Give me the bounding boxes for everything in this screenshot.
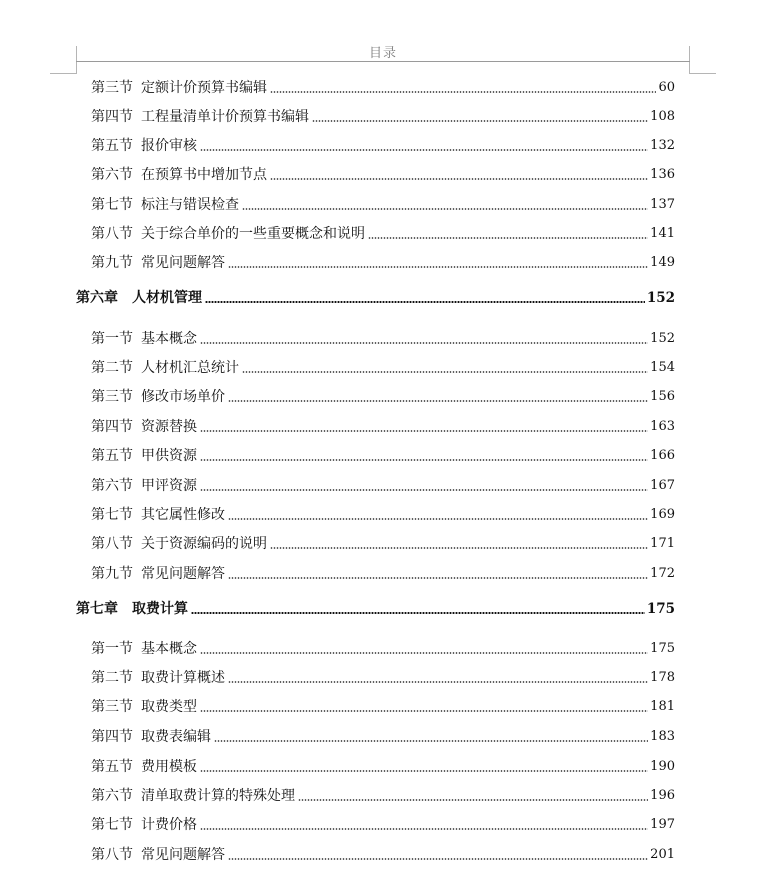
toc-entry-number: 第六节 — [91, 478, 133, 494]
toc-entry-page-number: 196 — [650, 788, 675, 803]
toc-entry-number: 第五节 — [91, 448, 133, 464]
toc-section-entry[interactable] — [91, 225, 675, 243]
toc-section-entry[interactable] — [91, 535, 675, 553]
toc-entry-page-number: 137 — [650, 197, 675, 212]
toc-entry-number: 第一节 — [91, 641, 133, 657]
page-header-title: 目录 — [368, 46, 397, 61]
toc-entry-page-number: 154 — [650, 360, 675, 375]
dot-leader — [228, 681, 648, 683]
toc-section-entry[interactable] — [91, 846, 675, 864]
toc-entry-page-number: 181 — [650, 699, 675, 714]
dot-leader — [205, 301, 645, 303]
toc-entry-title: 人材机管理 — [132, 290, 202, 306]
toc-entry-title: 资源替换 — [141, 419, 197, 435]
toc-entry-number: 第六节 — [91, 788, 133, 804]
toc-entry-title: 关于综合单价的一些重要概念和说明 — [141, 226, 365, 242]
toc-entry-page-number: 178 — [650, 670, 675, 685]
toc-entry-page-number: 166 — [650, 448, 675, 463]
toc-section-entry[interactable] — [91, 254, 675, 272]
toc-entry-title: 标注与错误检查 — [141, 197, 239, 213]
header-rule — [76, 61, 690, 62]
toc-section-entry[interactable] — [91, 166, 675, 184]
toc-entry-page-number: 108 — [650, 109, 675, 124]
toc-entry-number: 第七节 — [91, 507, 133, 523]
toc-entry-title: 甲供资源 — [141, 448, 197, 464]
dot-leader — [191, 612, 645, 614]
toc-entry-number: 第九节 — [91, 255, 133, 271]
dot-leader — [214, 740, 648, 742]
toc-entry-title: 工程量清单计价预算书编辑 — [141, 109, 309, 125]
toc-entry-number: 第七节 — [91, 817, 133, 833]
toc-chapter-entry[interactable] — [76, 600, 675, 618]
toc-entry-page-number: 163 — [650, 419, 675, 434]
toc-entry-title: 取费类型 — [141, 699, 197, 715]
toc-entry-page-number: 197 — [650, 817, 675, 832]
toc-section-entry[interactable] — [91, 447, 675, 465]
toc-entry-number: 第二节 — [91, 670, 133, 686]
toc-entry-page-number: 152 — [650, 331, 675, 346]
dot-leader — [270, 178, 648, 180]
dot-leader — [270, 547, 648, 549]
toc-entry-number: 第四节 — [91, 109, 133, 125]
dot-leader — [228, 577, 648, 579]
toc-entry-title: 清单取费计算的特殊处理 — [141, 788, 295, 804]
toc-entry-number: 第八节 — [91, 226, 133, 242]
toc-entry-number: 第一节 — [91, 331, 133, 347]
toc-entry-number: 第三节 — [91, 80, 133, 96]
toc-entry-number: 第五节 — [91, 138, 133, 154]
toc-entry-page-number: 136 — [650, 167, 675, 182]
toc-entry-page-number: 175 — [646, 601, 675, 617]
toc-section-entry[interactable] — [91, 108, 675, 126]
toc-entry-title: 常见问题解答 — [141, 255, 225, 271]
toc-chapter-entry[interactable] — [76, 289, 675, 307]
toc-entry-title: 报价审核 — [141, 138, 197, 154]
toc-section-entry[interactable] — [91, 388, 675, 406]
toc-entry-page-number: 172 — [650, 566, 675, 581]
toc-entry-title: 取费计算 — [132, 601, 188, 617]
toc-section-entry[interactable] — [91, 640, 675, 658]
crop-mark-left-horizontal — [50, 73, 77, 74]
dot-leader — [200, 149, 648, 151]
toc-entry-title: 修改市场单价 — [141, 389, 225, 405]
toc-entry-page-number: 171 — [650, 536, 675, 551]
dot-leader — [200, 459, 648, 461]
toc-entry-title: 定额计价预算书编辑 — [141, 80, 267, 96]
toc-entry-number: 第六节 — [91, 167, 133, 183]
toc-entry-page-number: 141 — [650, 226, 675, 241]
toc-entry-title: 取费计算概述 — [141, 670, 225, 686]
toc-entry-number: 第三节 — [91, 389, 133, 405]
toc-section-entry[interactable] — [91, 565, 675, 583]
toc-entry-title: 人材机汇总统计 — [141, 360, 239, 376]
toc-entry-number: 第四节 — [91, 729, 133, 745]
toc-entry-title: 常见问题解答 — [141, 566, 225, 582]
dot-leader — [298, 799, 648, 801]
toc-entry-title: 取费表编辑 — [141, 729, 211, 745]
dot-leader — [200, 710, 648, 712]
toc-entry-title: 在预算书中增加节点 — [141, 167, 267, 183]
toc-entry-number: 第七章 — [76, 601, 118, 617]
toc-section-entry[interactable] — [91, 758, 675, 776]
toc-entry-number: 第五节 — [91, 759, 133, 775]
dot-leader — [242, 208, 648, 210]
dot-leader — [228, 400, 648, 402]
toc-entry-page-number: 132 — [650, 138, 675, 153]
toc-entry-title: 关于资源编码的说明 — [141, 536, 267, 552]
toc-section-entry[interactable] — [91, 506, 675, 524]
dot-leader — [200, 652, 648, 654]
toc-section-entry[interactable] — [91, 477, 675, 495]
toc-section-entry[interactable] — [91, 79, 675, 97]
toc-entry-number: 第九节 — [91, 566, 133, 582]
toc-entry-title: 基本概念 — [141, 331, 197, 347]
toc-entry-title: 其它属性修改 — [141, 507, 225, 523]
toc-entry-title: 常见问题解答 — [141, 847, 225, 863]
toc-entry-number: 第二节 — [91, 360, 133, 376]
toc-section-entry[interactable] — [91, 359, 675, 377]
toc-entry-page-number: 152 — [646, 290, 675, 306]
dot-leader — [200, 828, 648, 830]
toc-entry-title: 甲评资源 — [141, 478, 197, 494]
dot-leader — [228, 266, 648, 268]
toc-section-entry[interactable] — [91, 698, 675, 716]
toc-entry-page-number: 60 — [658, 80, 675, 95]
toc-entry-number: 第八节 — [91, 847, 133, 863]
toc-section-entry[interactable] — [91, 728, 675, 746]
toc-entry-title: 费用模板 — [141, 759, 197, 775]
dot-leader — [228, 518, 648, 520]
toc-entry-page-number: 156 — [650, 389, 675, 404]
dot-leader — [200, 430, 648, 432]
toc-section-entry[interactable] — [91, 669, 675, 687]
toc-entry-page-number: 167 — [650, 478, 675, 493]
toc-section-entry[interactable] — [91, 418, 675, 436]
toc-entry-number: 第七节 — [91, 197, 133, 213]
dot-leader — [228, 858, 648, 860]
dot-leader — [200, 489, 648, 491]
dot-leader — [200, 770, 648, 772]
toc-entry-number: 第三节 — [91, 699, 133, 715]
toc-entry-title: 基本概念 — [141, 641, 197, 657]
dot-leader — [242, 371, 648, 373]
toc-entry-page-number: 201 — [650, 847, 675, 862]
toc-entry-number: 第六章 — [76, 290, 118, 306]
toc-entry-page-number: 190 — [650, 759, 675, 774]
toc-section-entry[interactable] — [91, 816, 675, 834]
dot-leader — [200, 342, 648, 344]
toc-section-entry[interactable] — [91, 330, 675, 348]
dot-leader — [312, 120, 648, 122]
toc-section-entry[interactable] — [91, 787, 675, 805]
toc-section-entry[interactable] — [91, 137, 675, 155]
toc-entry-number: 第四节 — [91, 419, 133, 435]
toc-entry-title: 计费价格 — [141, 817, 197, 833]
toc-entry-page-number: 149 — [650, 255, 675, 270]
toc-entry-page-number: 175 — [650, 641, 675, 656]
toc-entry-page-number: 183 — [650, 729, 675, 744]
crop-mark-right-horizontal — [689, 73, 716, 74]
toc-section-entry[interactable] — [91, 196, 675, 214]
dot-leader — [270, 91, 656, 93]
toc-entry-page-number: 169 — [650, 507, 675, 522]
dot-leader — [368, 237, 648, 239]
toc-entry-number: 第八节 — [91, 536, 133, 552]
